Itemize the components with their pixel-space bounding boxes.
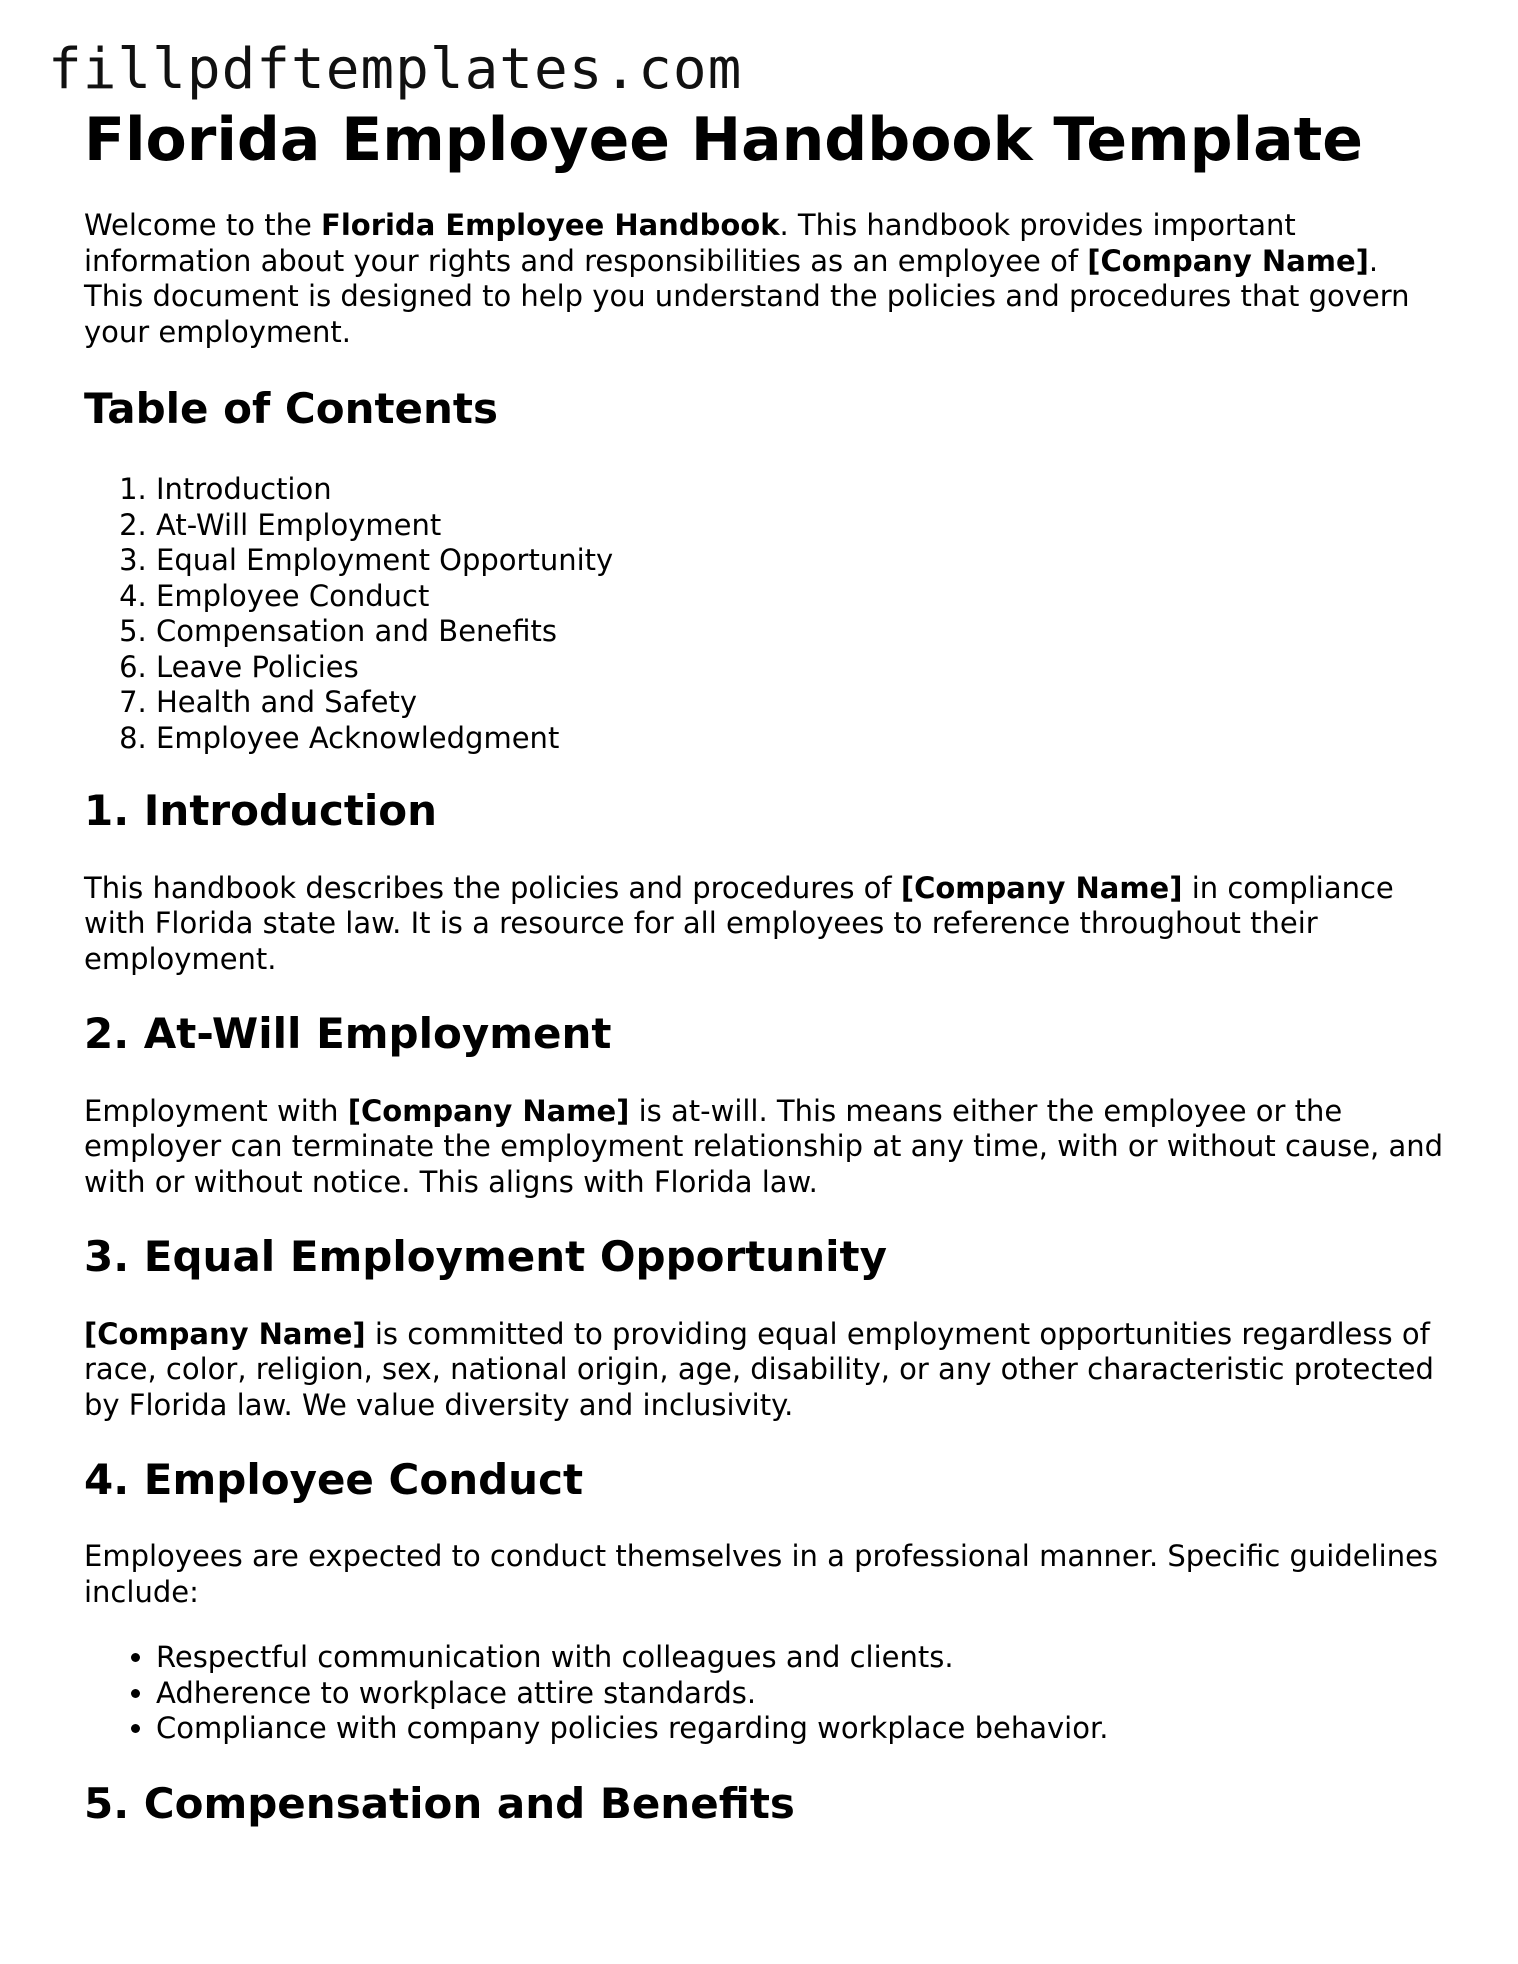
list-item: • Respectful communication with colleagues and clients.	[156, 1640, 1444, 1676]
toc-item-eeo: 3. Equal Employment Opportunity	[156, 543, 1444, 579]
section-heading-compensation: 5. Compensation and Benefits	[84, 1778, 795, 1828]
toc-item-leave: 6. Leave Policies	[156, 650, 1444, 686]
toc-item-introduction: 1. Introduction	[156, 472, 1444, 508]
toc-item-at-will: 2. At-Will Employment	[156, 508, 1444, 544]
toc-item-acknowledgment: 8. Employee Acknowledgment	[156, 721, 1444, 757]
toc-item-health-safety: 7. Health and Safety	[156, 685, 1444, 721]
intro-paragraph: Welcome to the Florida Employee Handbook. This handbook provides important information about your rights and responsibilities as an employee of [Company Name]. This document is designed to help you understand the policies and procedures that govern your employment.	[84, 208, 1410, 349]
section-heading-introduction: 1. Introduction	[84, 786, 438, 836]
company-name-placeholder: [Company Name]	[900, 870, 1183, 905]
section-body-eeo: [Company Name] is committed to providing equal employment opportunities regardless of race, color, religion, sex, national origin, age, disability, or any other characteristic protected by Florida law. We value diversity and inclusivity.	[84, 1316, 1434, 1422]
toc-heading: Table of Contents	[84, 384, 499, 433]
list-item: • Compliance with company policies regarding workplace behavior.	[156, 1711, 1444, 1747]
section-heading-eeo: 3. Equal Employment Opportunity	[84, 1232, 887, 1282]
section-body-conduct: Employees are expected to conduct themselves in a professional manner. Specific guidelines include:	[84, 1539, 1439, 1609]
handbook-name: Florida Employee Handbook	[321, 208, 780, 242]
company-name-placeholder: [Company Name]	[1087, 243, 1369, 278]
section-heading-conduct: 4. Employee Conduct	[84, 1455, 584, 1505]
conduct-guidelines-list	[84, 1640, 1444, 1747]
section-body-introduction: This handbook describes the policies and procedures of [Company Name] in compliance with Florida state law. It is a resource for all employees to reference throughout their employment.	[84, 870, 1394, 976]
section-heading-at-will: 2. At-Will Employment	[84, 1009, 612, 1059]
company-name-placeholder: [Company Name]	[347, 1093, 630, 1128]
document-page	[84, 104, 1444, 1829]
section-body-at-will: Employment with [Company Name] is at-will. This means either the employee or the employer can terminate the employment relationship at any time, with or without cause, and with or without notice. This aligns with Florida law.	[84, 1093, 1444, 1199]
list-item: • Adherence to workplace attire standards.	[156, 1676, 1444, 1712]
toc-item-compensation: 5. Compensation and Benefits	[156, 614, 1444, 650]
toc-item-conduct: 4. Employee Conduct	[156, 579, 1444, 615]
document-title: Florida Employee Handbook Template	[84, 105, 1363, 175]
toc-list	[84, 472, 1444, 756]
company-name-placeholder: [Company Name]	[84, 1316, 366, 1351]
site-watermark: fillpdftemplates.com	[48, 37, 743, 102]
